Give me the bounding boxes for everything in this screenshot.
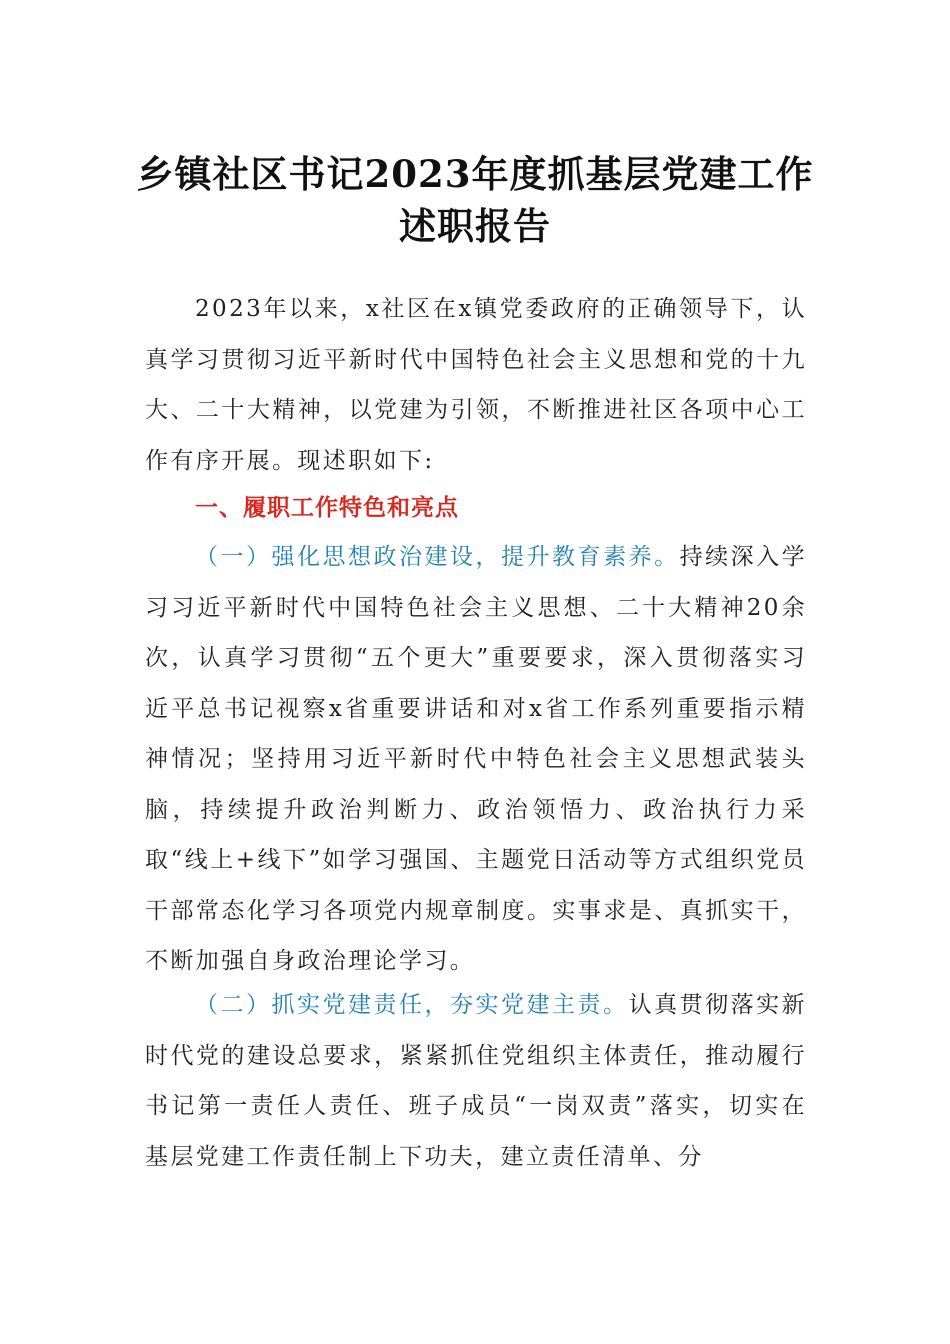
sub-heading-1: （一）强化思想政治建设，提升教育素养。	[195, 544, 680, 570]
paragraph-item-1-text: 持续深入学习习近平新时代中国特色社会主义思想、二十大精神20余次，认真学习贯彻“五个更大”重要要求，深入贯彻落实习近平总书记视察x省重要讲话和对x省工作系列重要指示精神情况；坚持用习近平新时代中特色社会主义思想武装头脑，持续提升政治判断力、政治领悟力、政治执行力采取“线上+线下”如学习强国、主题党日活动等方式组织党员干部常态化学习各项党内规章制度。实事求是、真抓实干，不断加强自身政治理论学习。	[145, 544, 807, 974]
paragraph-item-1	[145, 532, 807, 987]
section-heading: 一、履职工作特色和亮点	[195, 495, 459, 521]
intro-paragraph: 2023年以来，x社区在x镇党委政府的正确领导下，认真学习贯彻习近平新时代中国特色社会主义思想和党的十九大、二十大精神，以党建为引领，不断推进社区各项中心工作有序开展。现述职如下:	[145, 296, 807, 474]
paragraph-item-2	[145, 980, 807, 1182]
sub-heading-2: （二）抓实党建责任，夯实党建主责。	[195, 992, 629, 1018]
paragraph-item-2-text: 认真贯彻落实新时代党的建设总要求，紧紧抓住党组织主体责任，推动履行书记第一责任人责任、班子成员“一岗双责”落实，切实在基层党建工作责任制上下功夫，建立责任清单、分	[145, 992, 807, 1170]
document-title: 乡镇社区书记2023年度抓基层党建工作述职报告	[136, 152, 814, 248]
